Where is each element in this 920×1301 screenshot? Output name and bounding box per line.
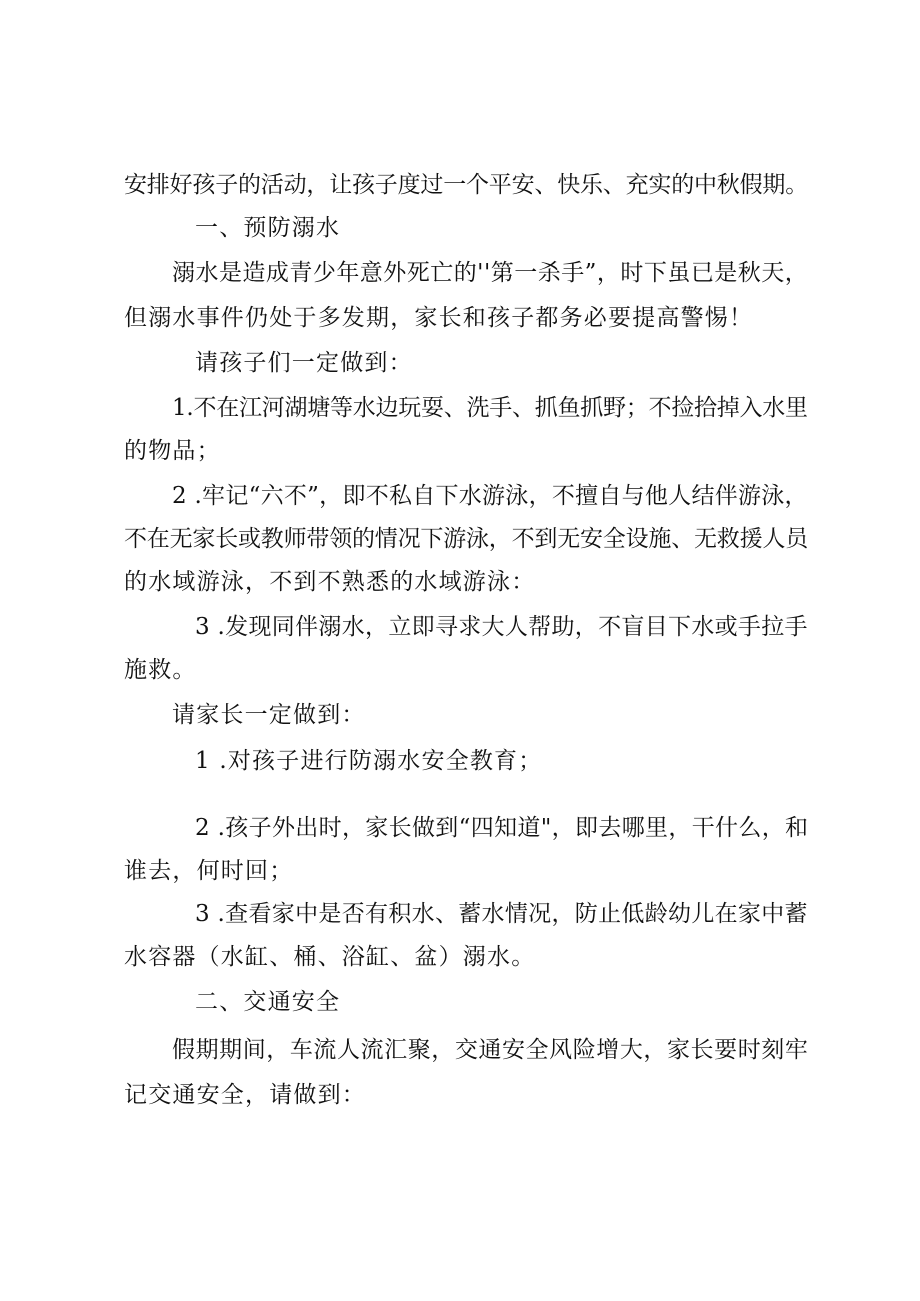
text-line-6: 1.不在江河湖塘等水边玩耍、洗手、抓鱼抓野；不捡拾掉入水里: [172, 395, 808, 421]
text-line-16: 谁去，何时回；: [124, 858, 294, 884]
text-line-11: 3 .发现同伴溺水，立即寻求大人帮助，不盲目下水或手拉手: [195, 614, 808, 640]
text-line-1: 安排好孩子的活动，让孩子度过一个平安、快乐、充实的中秋假期。: [124, 172, 809, 198]
subheading-parents: 请家长一定做到：: [172, 702, 366, 728]
text-line-14: 1 .对孩子进行防溺水安全教育；: [195, 748, 543, 774]
text-line-21: 记交通安全，请做到：: [124, 1082, 366, 1108]
section-heading-drowning: 一、预防溺水: [195, 215, 341, 241]
text-line-10: 的水域游泳，不到不熟悉的水域游泳：: [124, 569, 536, 595]
text-line-7: 的物品；: [124, 438, 221, 464]
text-line-8: 2 .牢记“六不”，即不私自下水游泳，不擅自与他人结伴游泳，: [172, 483, 808, 509]
text-line-4: 但溺水事件仍处于多发期，家长和孩子都务必要提高警惕！: [124, 305, 754, 331]
text-line-12: 施救。: [124, 657, 197, 683]
text-line-18: 水容器（水缸、桶、浴缸、盆）溺水。: [124, 944, 536, 970]
text-line-15: 2 .孩子外出时，家长做到“四知道"，即去哪里，干什么，和: [195, 815, 809, 841]
text-line-17: 3 .查看家中是否有积水、蓄水情况，防止低龄幼儿在家中蓄: [195, 901, 808, 927]
subheading-children: 请孩子们一定做到：: [195, 350, 413, 376]
text-line-3: 溺水是造成青少年意外死亡的''第一杀手”，时下虽已是秋天，: [172, 260, 809, 286]
text-line-20: 假期期间，车流人流汇聚，交通安全风险增大，家长要时刻牢: [172, 1037, 809, 1063]
text-line-9: 不在无家长或教师带领的情况下游泳，不到无安全设施、无救援人员: [124, 526, 809, 552]
section-heading-traffic: 二、交通安全: [195, 989, 341, 1015]
